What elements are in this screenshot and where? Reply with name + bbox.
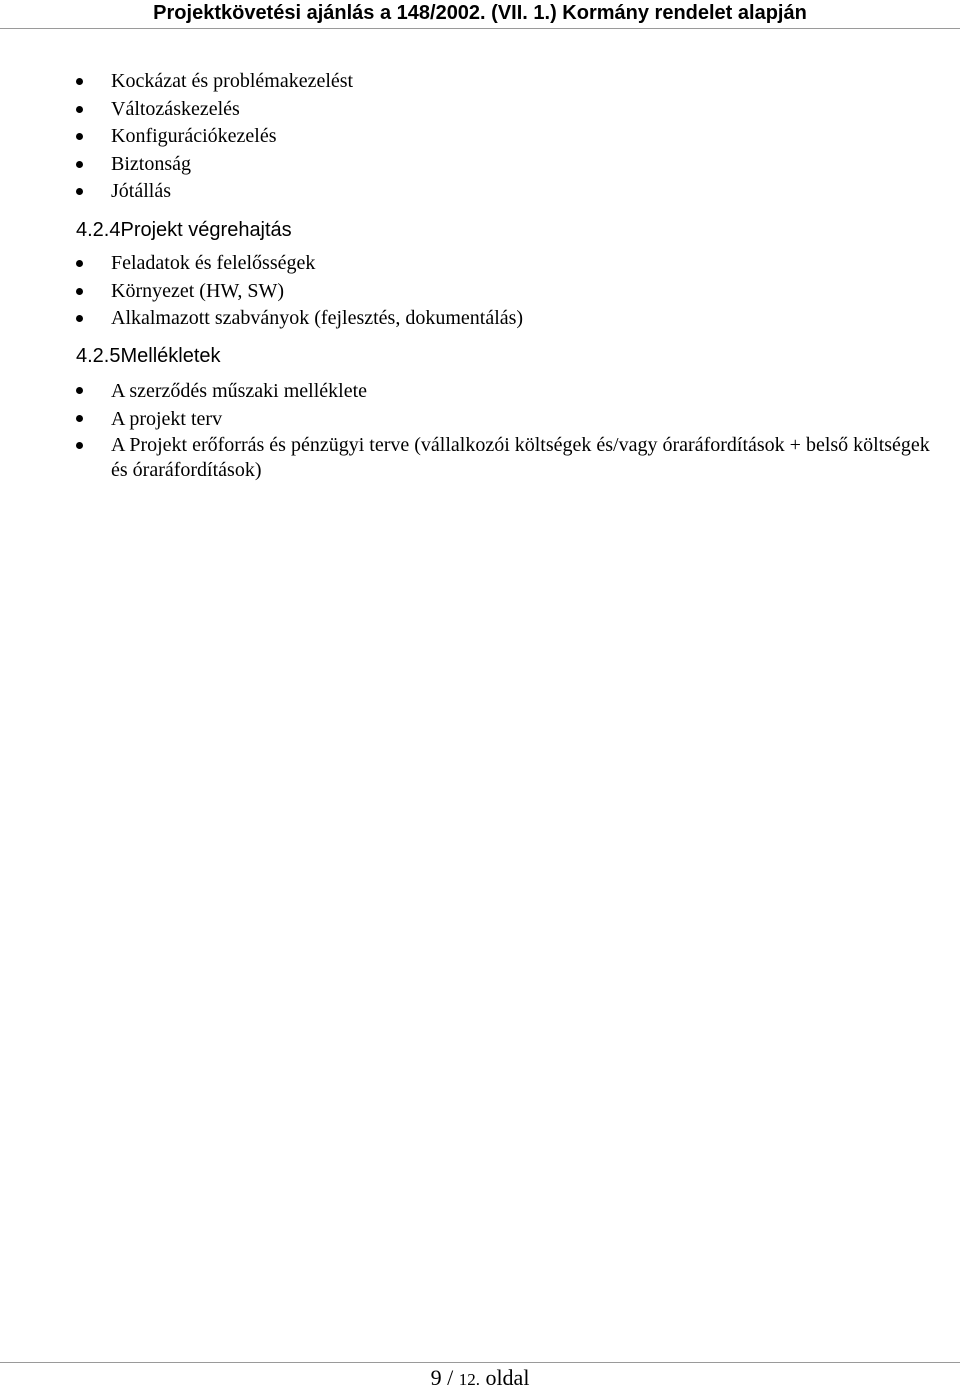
list-item — [0, 278, 960, 306]
list-item — [0, 250, 960, 278]
list-item-text: Alkalmazott szabványok (fejlesztés, dokumentálás) — [111, 307, 524, 329]
list-item-text: A szerződés műszaki melléklete — [111, 380, 368, 402]
bullet-icon — [76, 315, 83, 322]
document-header-title: Projektkövetési ajánlás a 148/2002. (VII. 1.) Kormány rendelet alapján — [153, 2, 807, 24]
bullet-icon — [76, 188, 83, 195]
section-heading-4-2-5: 4.2.5Mellékletek — [76, 345, 221, 367]
list-item-text: Biztonság — [111, 152, 191, 175]
list-item-text: Konfigurációkezelés — [111, 125, 277, 147]
current-page-number: 9 / — [430, 1365, 454, 1390]
bullet-icon — [76, 415, 83, 422]
list-item — [0, 433, 960, 483]
list-item — [0, 68, 960, 96]
bullet-icon — [76, 161, 83, 168]
bullet-icon — [76, 106, 83, 113]
list-item-text: Feladatok és felelősségek — [111, 252, 316, 274]
list-item-text: Jótállás — [111, 180, 171, 202]
bullet-icon — [76, 133, 83, 140]
list-item — [0, 151, 960, 179]
list-item-text: Változáskezelés — [111, 97, 240, 120]
bullet-icon — [76, 442, 83, 449]
total-pages: 12. — [458, 1370, 480, 1389]
list-item-text: A projekt terv — [111, 408, 223, 430]
list-item-text: Kockázat és problémakezelést — [111, 70, 354, 92]
list-item — [0, 377, 960, 405]
bullet-icon — [76, 260, 83, 267]
list-item — [0, 123, 960, 151]
list-item-text: A Projekt erőforrás és pénzügyi terve (vállalkozói költségek és/vagy óraráfordítások + belső költségek és óraráfordítások) — [111, 434, 930, 481]
bullet-icon — [76, 288, 83, 295]
list-item — [0, 96, 960, 124]
bullet-icon — [76, 387, 83, 394]
execution-bullet-list — [0, 250, 960, 333]
list-item — [0, 178, 960, 206]
top-bullet-list — [0, 68, 960, 206]
header-divider — [0, 28, 960, 29]
list-item — [0, 405, 960, 433]
section-heading-4-2-4: 4.2.4Projekt végrehajtás — [76, 219, 292, 241]
bullet-icon — [76, 78, 83, 85]
page-footer — [0, 1365, 960, 1393]
list-item — [0, 305, 960, 333]
list-item-text: Környezet (HW, SW) — [111, 279, 285, 302]
attachments-bullet-list — [0, 377, 960, 483]
footer-divider — [0, 1362, 960, 1363]
page-word: oldal — [485, 1365, 530, 1390]
